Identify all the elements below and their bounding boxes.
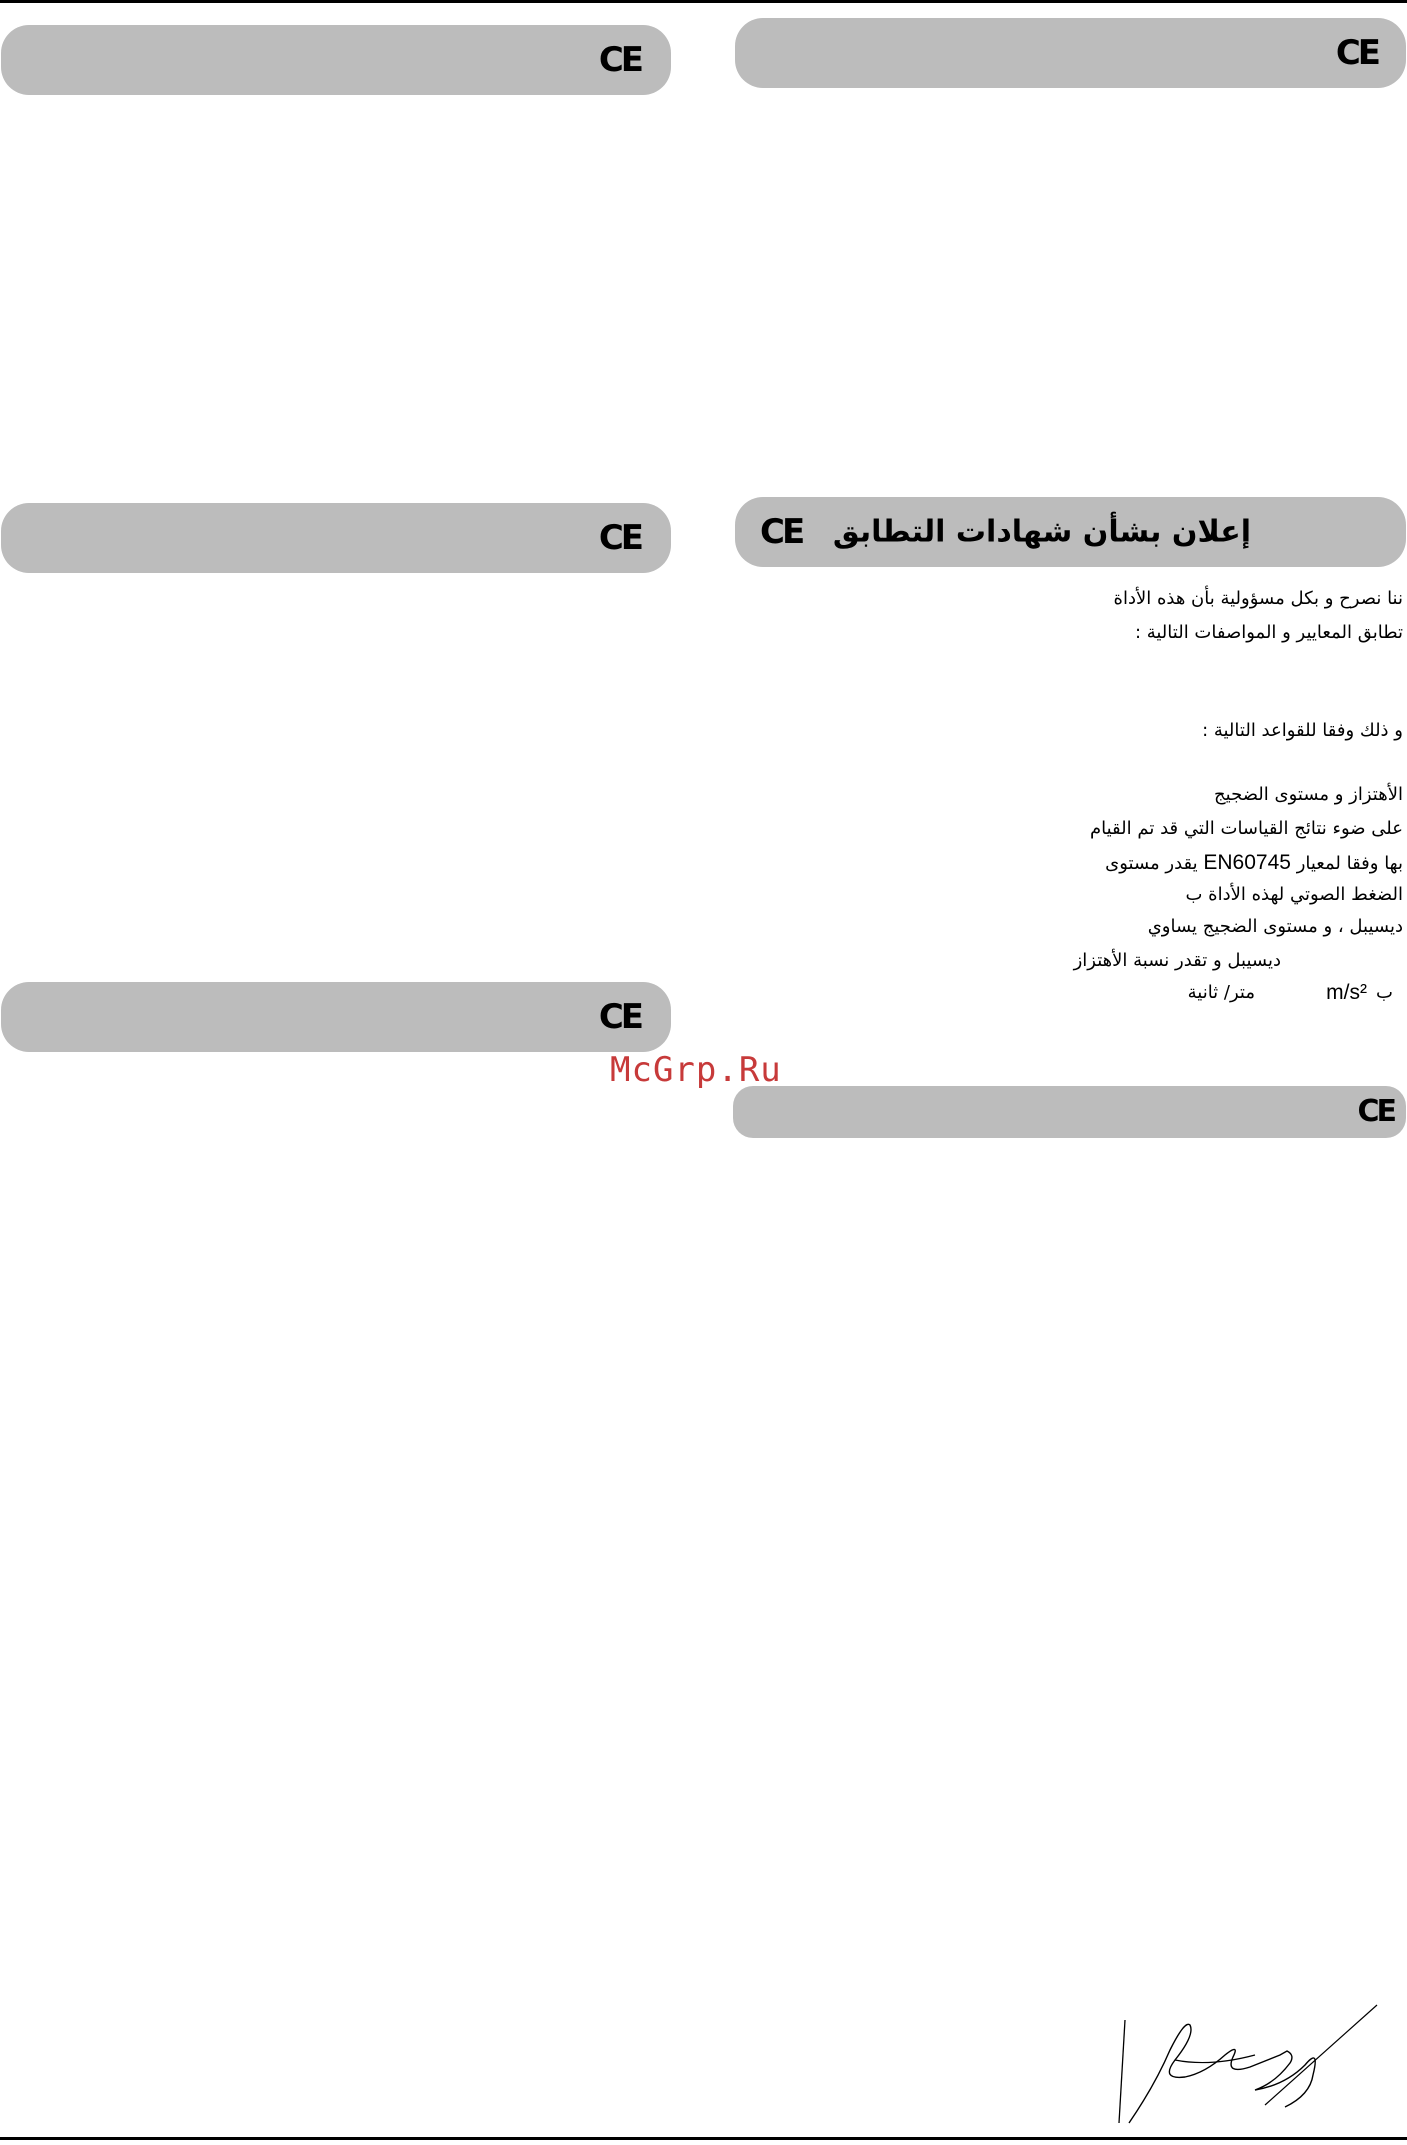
- declaration-line-3: و ذلك وفقا للقواعد التالية :: [1202, 720, 1403, 741]
- noise-line-4: ديسيبل ، و مستوى الضجيج يساوي: [1147, 916, 1403, 937]
- bottom-rule: [0, 2137, 1407, 2140]
- noise-line-1: على ضوء نتائج القياسات التي قد تم القيام: [1090, 818, 1403, 839]
- noise-line-3: الضغط الصوتي لهذه الأداة ب: [1185, 884, 1403, 905]
- ce-header-bar-left-2: [1, 503, 671, 573]
- declaration-title: إعلان بشأن شهادات التطابق: [832, 514, 1251, 550]
- noise-heading: الأهتزاز و مستوى الضجيج: [1214, 784, 1403, 805]
- ce-mark-icon: CE: [1357, 1094, 1394, 1129]
- ce-header-bar-right-1: [735, 18, 1406, 88]
- standard-code: EN60745: [1203, 851, 1291, 874]
- noise-line-6-ar: متر/ ثانية: [1187, 982, 1255, 1003]
- noise-line-2-pre: بها وفقا لمعيار: [1296, 853, 1403, 874]
- top-rule: [0, 0, 1407, 3]
- noise-line-2-post: يقدر مستوى: [1105, 853, 1198, 874]
- ce-mark-icon: CE: [1335, 33, 1378, 73]
- ce-header-bar-left-1: [1, 25, 671, 95]
- ce-mark-icon: CE: [598, 997, 641, 1037]
- ce-header-bar-right-3: [733, 1086, 1406, 1138]
- declaration-line-1: ننا نصرح و بكل مسؤولية بأن هذه الأداة: [1113, 588, 1403, 609]
- declaration-header-bar: [735, 497, 1406, 567]
- ce-mark-icon: CE: [760, 512, 803, 552]
- declaration-line-2: تطابق المعايير و المواصفات التالية :: [1134, 622, 1403, 643]
- ce-mark-icon: CE: [598, 40, 641, 80]
- ce-mark-icon: CE: [598, 518, 641, 558]
- noise-line-2: [1105, 852, 1403, 873]
- watermark: McGrp.Ru: [610, 1050, 782, 1090]
- noise-line-6-b: ب: [1376, 982, 1393, 1003]
- signature-image: [1115, 1995, 1385, 2125]
- vibration-unit: m/s²: [1326, 981, 1367, 1004]
- ce-header-bar-left-3: [1, 982, 671, 1052]
- noise-line-5: ديسيبل و تقدر نسبة الأهتزاز: [1073, 950, 1281, 971]
